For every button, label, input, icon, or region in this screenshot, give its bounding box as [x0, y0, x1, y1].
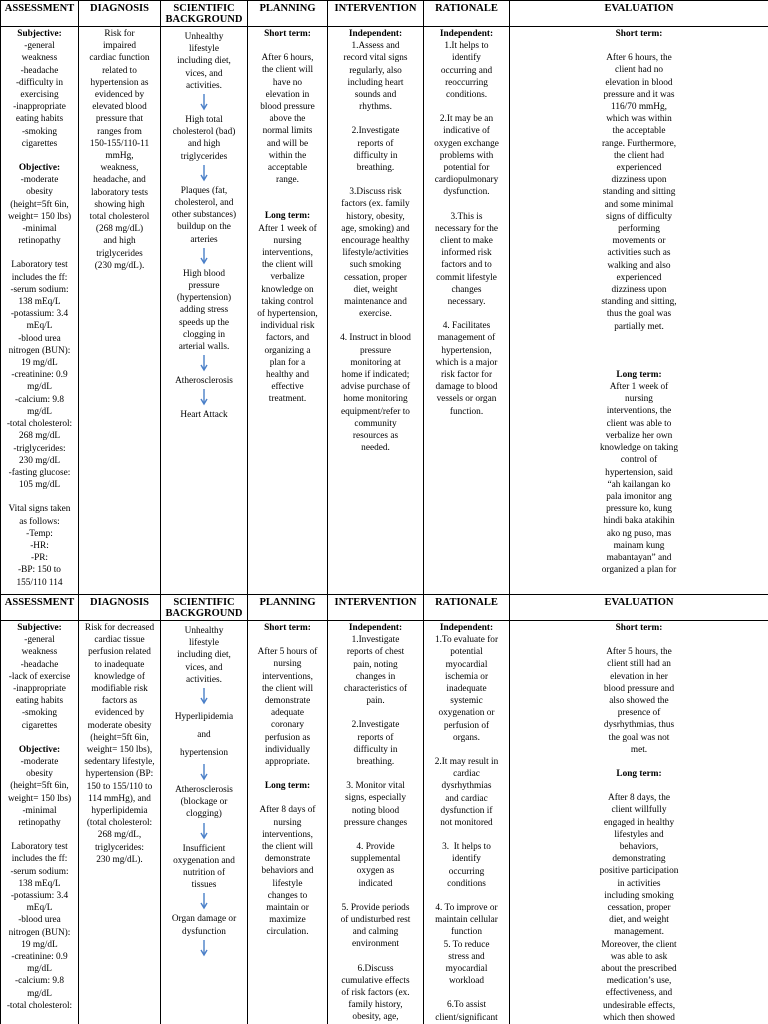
rationale-item: 2.It may result in cardiac dysrhythmias and cardiac dysfunction if not monitored [434, 757, 499, 829]
rationale-cell [424, 27, 510, 595]
background-step: Organ damage or dysfunction [171, 914, 237, 937]
scientific-background-cell [161, 621, 248, 1024]
evaluation-cell [510, 621, 768, 1024]
down-arrow-icon [163, 388, 245, 406]
rationale-item: 2.It may be an indicative of oxygen exchange problems with potential for cardiopulmonary dysfunction. [434, 114, 499, 198]
diagnosis-cell [79, 621, 161, 1024]
care-plan-sheet-2 [0, 594, 768, 1024]
rationale-item: 3. It helps to identify occurring conditions [442, 842, 491, 889]
assessment-cell [1, 621, 79, 1024]
header-assessment: ASSESSMENT [1, 1, 79, 27]
intervention-title: Independent: [348, 29, 403, 39]
intervention-item: 4. Provide supplemental oxygen as indicated [350, 842, 401, 889]
header-intervention: INTERVENTION [328, 595, 424, 621]
background-step: Unhealthy lifestyle including diet, vices, and activities. [177, 32, 231, 91]
long-term-evaluation: After 1 week of nursing interventions, the client was able to verbalize her own knowledge on taking control of hypertension, said “ah kailangan ko pala imonitor ang pressure ko, kung hindi baka atakihin ako ng puso, mas mainam kung mabantayan” and organized a plan for [600, 382, 678, 576]
subjective-list: -general weakness -headache -lack of exercise -inappropriate eating habits -smoking cigarettes [8, 635, 71, 731]
intervention-item: 5. Provide periods of undisturbed rest and calming environment [340, 902, 411, 950]
subjective-title: Subjective: [17, 623, 62, 633]
diagnosis-text: Risk for impaired cardiac function related to hypertension as evidenced by elevated blood pressure that ranges from 150-155/110-11 mmHg, weakness, headache, and laboratory tests showing high total cholesterol (268 mg/dL) and high triglycerides (230 mg/dL). [89, 29, 150, 271]
short-term-title: Short term: [615, 623, 663, 633]
down-arrow-icon [163, 687, 245, 705]
down-arrow-icon [163, 354, 245, 372]
down-arrow-icon [163, 164, 245, 182]
nursing-care-plan-table-2 [0, 594, 768, 1024]
planning-cell [248, 27, 328, 595]
objective-title: Objective: [18, 163, 61, 174]
intervention-cell [328, 621, 424, 1024]
header-assessment: ASSESSMENT [1, 595, 79, 621]
body-row [1, 621, 768, 1024]
long-term-title: Long term: [264, 781, 311, 792]
header-evaluation: EVALUATION [510, 1, 768, 27]
background-step: High blood pressure (hypertension) adding stress speeds up the clogging in arterial walls. [176, 268, 232, 353]
intervention-item: 6.Discuss cumulative effects of risk factors (ex. family history, obesity, age, [341, 963, 410, 1023]
header-scientific-background: SCIENTIFIC BACKGROUND [161, 1, 248, 27]
objective-list: -moderate obesity (height=5ft 6in, weight= 150 lbs) -minimal retinopathy [7, 757, 72, 829]
assessment-cell [1, 27, 79, 595]
intervention-item: 4. Instruct in blood pressure monitoring at home if indicated; advise purchase of home monitoring equipment/refer to community resources as needed. [340, 333, 411, 454]
rationale-title: Independent: [439, 623, 494, 633]
subjective-title: Subjective: [17, 29, 62, 39]
down-arrow-icon [163, 763, 245, 781]
background-step: Atherosclerosis [175, 376, 233, 387]
header-row [1, 595, 768, 621]
down-arrow-icon [163, 892, 245, 910]
evaluation-cell [510, 27, 768, 595]
short-term-title: Short term: [264, 29, 311, 39]
short-term-evaluation: After 6 hours, the client had no elevation in blood pressure and it was 116/70 mmHg, which was within the acceptable range. Furthermore, the client had experienced dizziness upon standing and sitting and some minimal signs of difficulty performing movements or activities such as walking and also experienced dizziness upon standing and sitting, thus the goal was partially met. [601, 53, 677, 332]
lab-results: Laboratory test includes the ff: -serum sodium: 138 mEq/L -potassium: 3.4 mEq/L -blood urea nitrogen (BUN): 19 mg/dL -creatinine: 0.9 mg/dL -calcium: 9.8 mg/dL -total cholesterol: [6, 842, 73, 1011]
short-term-goal: After 5 hours of nursing interventions, the client will demonstrate adequate coronary perfusion as individually appropriate. [257, 647, 318, 768]
rationale-item: 3.This is necessary for the client to make informed risk factors and to commit lifestyle changes necessary. [435, 211, 498, 308]
rationale-cell [424, 621, 510, 1024]
down-arrow-icon [163, 93, 245, 111]
header-scientific-background: SCIENTIFIC BACKGROUND [161, 595, 248, 621]
rationale-item: 4. To improve or maintain cellular function 5. To reduce stress and myocardial workload [435, 903, 498, 987]
rationale-title: Independent: [439, 29, 494, 39]
rationale-item: 1.It helps to identify occurring and reoccurring conditions. [440, 41, 493, 101]
header-row [1, 1, 768, 27]
objective-title: Objective: [18, 744, 61, 755]
scientific-background-cell [161, 27, 248, 595]
lab-results: Laboratory test includes the ff: -serum sodium: 138 mEq/L -potassium: 3.4 mEq/L -blood urea nitrogen (BUN): 19 mg/dL -creatinine: 0.9 mg/dL -calcium: 9.8 mg/dL -total cholesterol: 268 mg/dL -triglycerides: 230 mg/dL -fasting glucose: 105 mg/dL [6, 260, 73, 491]
short-term-evaluation: After 5 hours, the client still had an elevation in her blood pressure and also showed the presence of dysrhythmias, thus the goal was not met. [603, 647, 675, 755]
header-intervention: INTERVENTION [328, 1, 424, 27]
down-arrow-icon [163, 939, 245, 957]
objective-list: -moderate obesity (height=5ft 6in, weight= 150 lbs) -minimal retinopathy [7, 175, 72, 247]
long-term-title: Long term: [616, 369, 662, 380]
intervention-item: 1.Assess and record vital signs regularly, also including heart sounds and rhythms. [343, 41, 408, 113]
planning-cell [248, 621, 328, 1024]
background-step: Atherosclerosis (blockage or clogging) [175, 785, 233, 820]
header-rationale: RATIONALE [424, 595, 510, 621]
down-arrow-icon [163, 822, 245, 840]
short-term-goal: After 6 hours, the client will have no elevation in blood pressure above the normal limits and will be within the acceptable range. [260, 53, 315, 186]
diagnosis-cell [79, 27, 161, 595]
header-planning: PLANNING [248, 595, 328, 621]
background-step: High total cholesterol (bad) and high triglycerides [172, 115, 236, 162]
intervention-cell [328, 27, 424, 595]
header-diagnosis: DIAGNOSIS [79, 1, 161, 27]
background-step: Unhealthy lifestyle including diet, vices, and activities. [177, 626, 231, 685]
long-term-title: Long term: [264, 211, 311, 222]
background-step: Plaques (fat, cholesterol, and other substances) buildup on the arteries [171, 185, 237, 245]
short-term-title: Short term: [615, 29, 663, 39]
rationale-item: 6.To assist client/significant [435, 1000, 498, 1023]
down-arrow-icon [163, 247, 245, 265]
long-term-goal: After 1 week of nursing interventions, the client will verbalize knowledge on taking control of hypertension, individual risk factors, and organizing a plan for a healthy and effective treatment. [257, 223, 318, 405]
background-step: Insufficient oxygenation and nutrition of tissues [173, 843, 235, 891]
background-step: Hyperlipidemia and hypertension [174, 712, 234, 759]
header-rationale: RATIONALE [424, 1, 510, 27]
intervention-item: 3. Monitor vital signs, especially noting blood pressure changes [343, 781, 408, 828]
intervention-item: 2.Investigate reports of difficulty in breathing. [351, 126, 400, 174]
rationale-item: 1.To evaluate for potential myocardial ischemia or inadequate systemic oxygenation or perfusion of organs. [434, 635, 499, 743]
intervention-item: 3.Discuss risk factors (ex. family history, obesity, age, smoking) and encourage healthy lifestyle/activities such smoking cessation, proper diet, weight maintenance and exercise. [341, 187, 410, 320]
diagnosis-text: Risk for decreased cardiac tissue perfusion related to inadequate knowledge of modifiable risk factors as evidenced by moderate obesity (height=5ft 6in, weight= 150 lbs), sedentary lifestyle, hypertension (BP: 150 to 155/110 to 114 mmHg), and hyperlipidemia (total cholesterol: 268 mg/dL, triglycerides: 230 mg/dL). [84, 623, 155, 865]
short-term-title: Short term: [264, 623, 311, 633]
body-row [1, 27, 768, 595]
long-term-evaluation: After 8 days, the client willfully engaged in healthy lifestyles and behaviors, demonstrating positive participation in activities including smoking cessation, proper diet, and weight management. Moreover, the client was able to ask about the prescribed medication’s use, effectiveness, and undesirable effects, which then showed [599, 793, 679, 1023]
header-planning: PLANNING [248, 1, 328, 27]
intervention-item: 2.Investigate reports of difficulty in breathing. [351, 720, 400, 768]
long-term-goal: After 8 days of nursing interventions, the client will demonstrate behaviors and lifestyle changes to maintain or maximize circulation. [259, 805, 316, 938]
intervention-title: Independent: [348, 623, 403, 633]
intervention-item: 1.Investigate reports of chest pain, noting changes in characteristics of pain. [343, 635, 408, 707]
header-evaluation: EVALUATION [510, 595, 768, 621]
vital-signs: Vital signs taken as follows: -Temp: -HR: -PR: -BP: 150 to 155/110 114 [8, 504, 71, 588]
long-term-title: Long term: [616, 769, 662, 780]
subjective-list: -general weakness -headache -difficulty in exercising -inappropriate eating habits -smoking cigarettes [13, 41, 66, 149]
rationale-item: 4. Facilitates management of hypertension, which is a major risk factor for damage to blood vessels or organ function. [435, 321, 498, 417]
background-step: Heart Attack [180, 410, 228, 421]
header-diagnosis: DIAGNOSIS [79, 595, 161, 621]
